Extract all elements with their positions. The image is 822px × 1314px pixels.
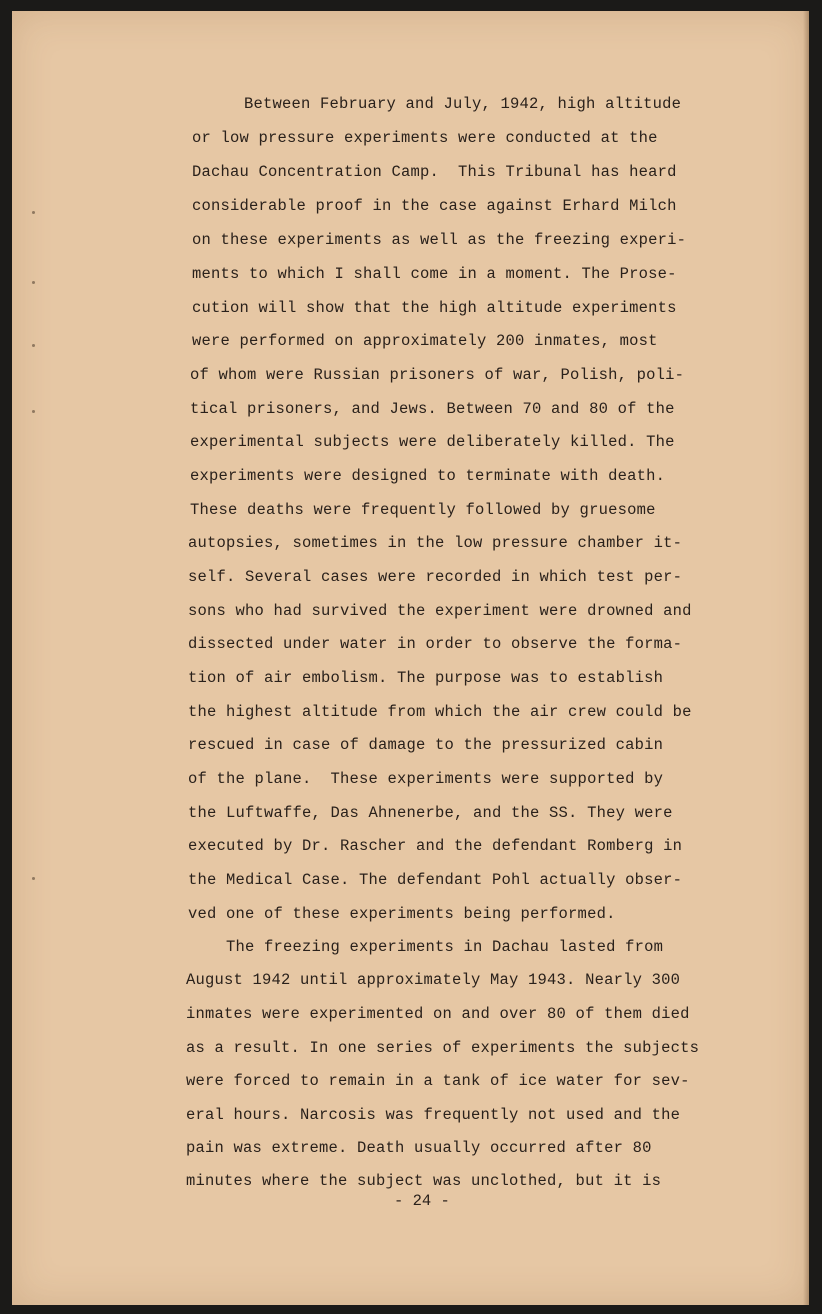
text-line: August 1942 until approximately May 1943. Nearly 300 [186, 971, 681, 989]
text-line: the highest altitude from which the air crew could be [188, 703, 692, 721]
text-line: sons who had survived the experiment were drowned and [188, 602, 692, 620]
text-line: the Luftwaffe, Das Ahnenerbe, and the SS. They were [188, 804, 673, 822]
text-line: executed by Dr. Rascher and the defendant Romberg in [188, 837, 683, 855]
text-line: These deaths were frequently followed by gruesome [190, 501, 656, 519]
text-line: on these experiments as well as the freezing experi- [192, 231, 687, 249]
text-line: minutes where the subject was unclothed, but it is [186, 1172, 662, 1190]
text-line: as a result. In one series of experiments the subjects [186, 1039, 700, 1057]
text-line: were forced to remain in a tank of ice water for sev- [186, 1072, 690, 1090]
text-line: ments to which I shall come in a moment. The Prose- [192, 265, 677, 283]
text-line: dissected under water in order to observe the forma- [188, 635, 683, 653]
text-line: were performed on approximately 200 inmates, most [192, 332, 658, 350]
text-line: the Medical Case. The defendant Pohl actually obser- [188, 871, 683, 889]
text-line: experiments were designed to terminate with death. [190, 467, 666, 485]
text-line: rescued in case of damage to the pressurized cabin [188, 736, 664, 754]
text-line: experimental subjects were deliberately killed. The [190, 433, 675, 451]
page-number: - 24 - [394, 1192, 450, 1210]
text-line: of whom were Russian prisoners of war, Polish, poli- [190, 366, 685, 384]
text-line: tion of air embolism. The purpose was to establish [188, 669, 664, 687]
text-line: Dachau Concentration Camp. This Tribunal has heard [192, 163, 677, 181]
text-line: considerable proof in the case against Erhard Milch [192, 197, 677, 215]
text-line: autopsies, sometimes in the low pressure chamber it- [188, 534, 683, 552]
text-line: or low pressure experiments were conducted at the [192, 129, 658, 147]
text-line: of the plane. These experiments were supported by [188, 770, 664, 788]
text-line: The freezing experiments in Dachau lasted from [188, 938, 664, 956]
text-line: inmates were experimented on and over 80 of them died [186, 1005, 690, 1023]
document-page [12, 11, 809, 1305]
text-line: pain was extreme. Death usually occurred after 80 [186, 1139, 652, 1157]
text-line: self. Several cases were recorded in which test per- [188, 568, 683, 586]
text-line: tical prisoners, and Jews. Between 70 and 80 of the [190, 400, 675, 418]
typed-text-body [12, 11, 809, 1305]
text-line: eral hours. Narcosis was frequently not used and the [186, 1106, 681, 1124]
text-line: Between February and July, 1942, high altitude [206, 95, 682, 113]
text-line: cution will show that the high altitude experiments [192, 299, 677, 317]
text-line: ved one of these experiments being performed. [188, 905, 616, 923]
